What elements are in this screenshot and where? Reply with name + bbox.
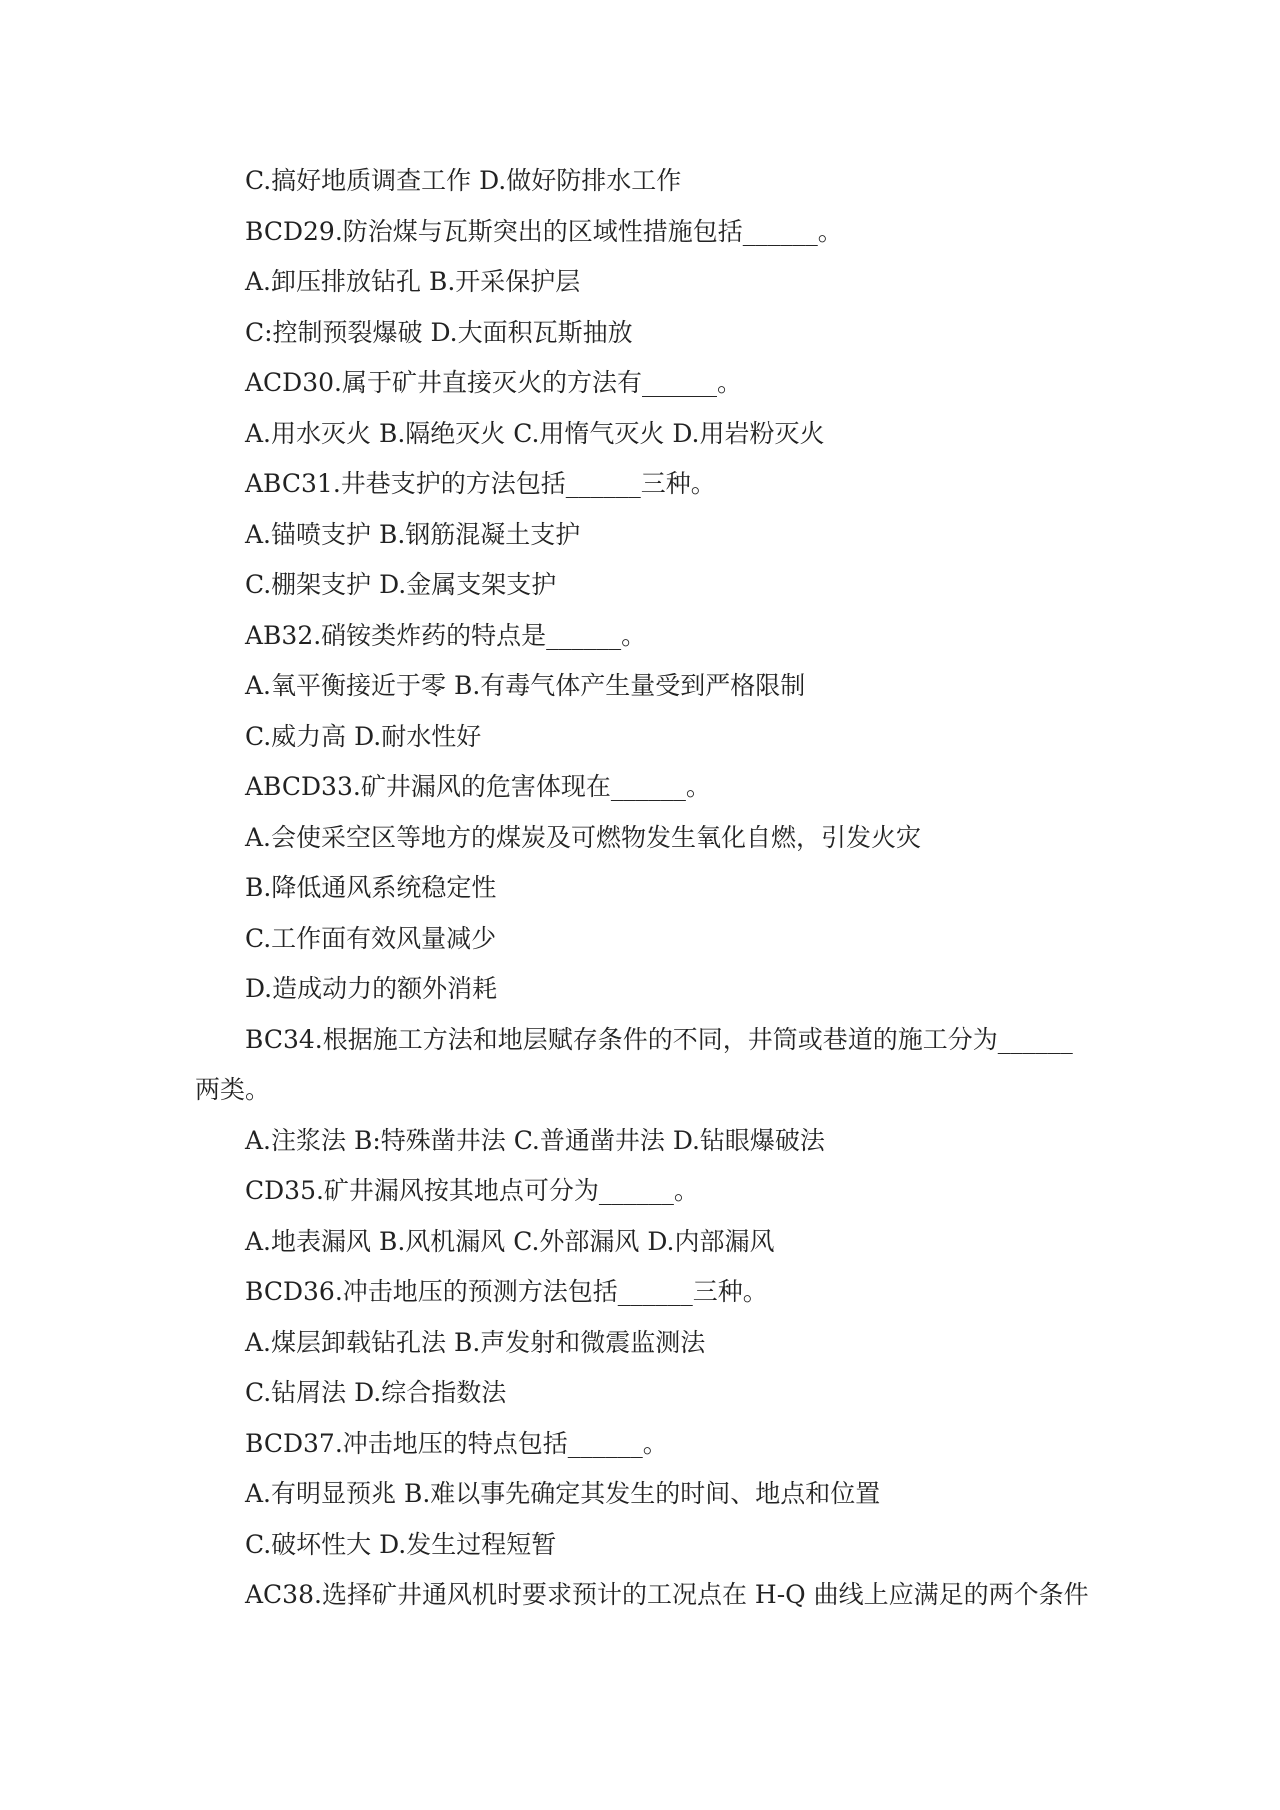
question-line: BCD36.冲击地压的预测方法包括______三种。 <box>245 1277 768 1306</box>
option-line: D.造成动力的额外消耗 <box>245 974 498 1003</box>
question-line: BCD29.防治煤与瓦斯突出的区域性措施包括______。 <box>245 216 843 246</box>
question-line: AB32.硝铵类炸药的特点是______。 <box>245 620 647 650</box>
option-line: C.威力高 D.耐水性好 <box>245 721 482 751</box>
question-continuation-line: 两类。 <box>195 1075 271 1104</box>
question-line: BCD37.冲击地压的特点包括______。 <box>245 1428 668 1458</box>
option-line: C.钻屑法 D.综合指数法 <box>245 1378 507 1407</box>
question-line: ABC31.井巷支护的方法包括______三种。 <box>245 469 716 498</box>
option-line: A.锚喷支护 B.钢筋混凝土支护 <box>245 519 581 549</box>
question-line: AC38.选择矿井通风机时要求预计的工况点在 H-Q 曲线上应满足的两个条件 <box>245 1580 1089 1609</box>
question-line: CD35.矿井漏风按其地点可分为______。 <box>245 1176 699 1205</box>
option-line: A.有明显预兆 B.难以事先确定其发生的时间、地点和位置 <box>245 1479 881 1508</box>
document-body <box>195 156 1095 1621</box>
option-line: A.地表漏风 B.风机漏风 C.外部漏风 D.内部漏风 <box>245 1226 775 1256</box>
question-line: ACD30.属于矿井直接灭火的方法有______。 <box>245 368 742 397</box>
option-line: A.氧平衡接近于零 B.有毒气体产生量受到严格限制 <box>245 671 806 700</box>
option-line: C.棚架支护 D.金属支架支护 <box>245 570 557 599</box>
option-line: A.会使采空区等地方的煤炭及可燃物发生氧化自燃，引发火灾 <box>245 822 922 852</box>
option-line: A.煤层卸载钻孔法 B.声发射和微震监测法 <box>245 1327 706 1357</box>
option-line: C:控制预裂爆破 D.大面积瓦斯抽放 <box>245 317 633 347</box>
option-line: C.工作面有效风量减少 <box>245 923 497 953</box>
option-line: B.降低通风系统稳定性 <box>245 873 497 902</box>
question-line: BC34.根据施工方法和地层赋存条件的不同，井筒或巷道的施工分为______ <box>245 1024 1073 1054</box>
question-line: ABCD33.矿井漏风的危害体现在______。 <box>245 772 711 801</box>
option-line: A.卸压排放钻孔 B.开采保护层 <box>245 267 581 296</box>
text-line: C.搞好地质调查工作 D.做好防排水工作 <box>245 166 682 195</box>
option-line: A.用水灭火 B.隔绝灭火 C.用惰气灭火 D.用岩粉灭火 <box>245 418 825 448</box>
option-line: C.破坏性大 D.发生过程短暂 <box>245 1529 557 1559</box>
option-line: A.注浆法 B:特殊凿井法 C.普通凿井法 D.钻眼爆破法 <box>245 1125 825 1155</box>
